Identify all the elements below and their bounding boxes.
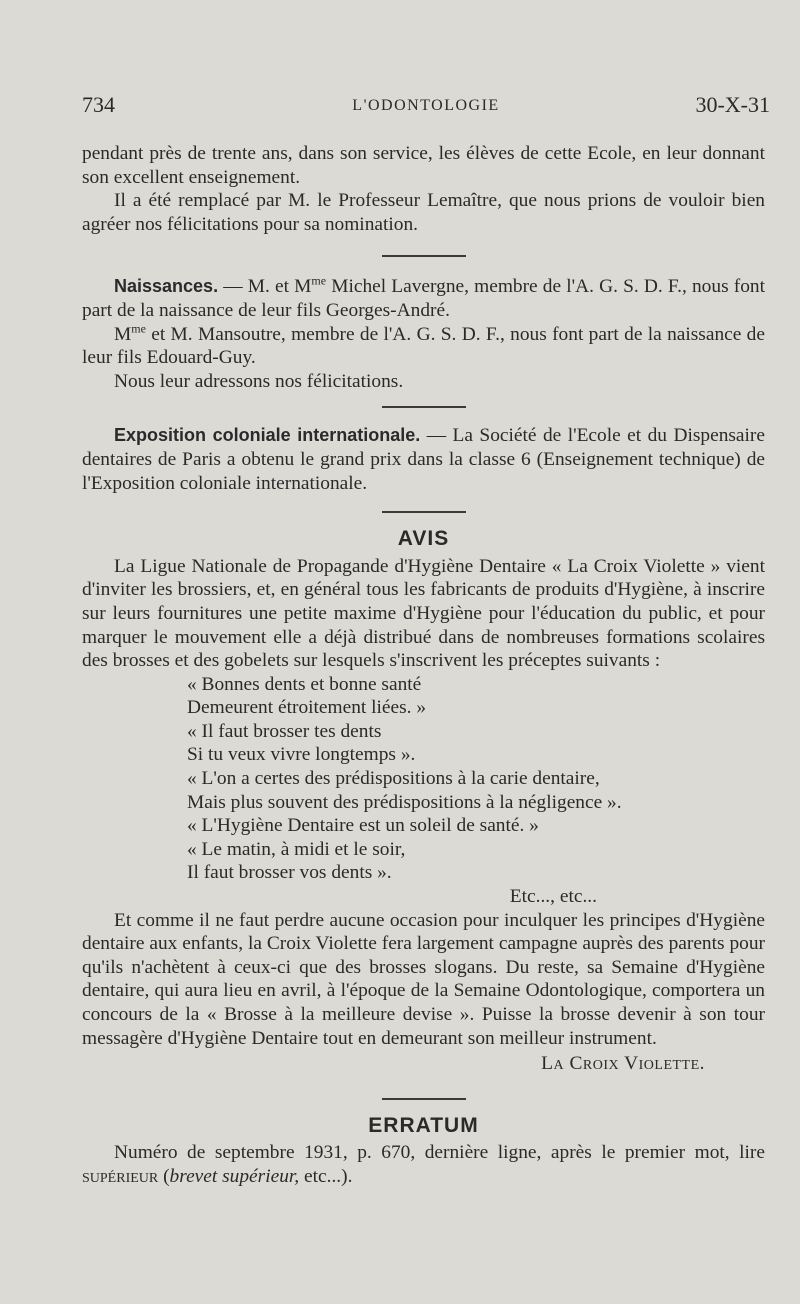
naissances-paragraph-1 bbox=[82, 275, 765, 322]
naissances-sup-a: me bbox=[311, 273, 327, 288]
naissances-text-a: — M. et M bbox=[218, 276, 312, 298]
section-divider bbox=[382, 255, 466, 257]
erratum-italic: brevet supérieur, bbox=[169, 1165, 300, 1187]
erratum-word: supérieur bbox=[82, 1165, 159, 1187]
maxim-line: Si tu veux vivre longtemps ». bbox=[187, 744, 416, 766]
exposition-paragraph bbox=[82, 424, 765, 495]
running-header bbox=[82, 92, 770, 122]
erratum-title: ERRATUM bbox=[368, 1113, 479, 1137]
avis-title: AVIS bbox=[397, 527, 450, 551]
section-divider bbox=[382, 1098, 466, 1100]
avis-paragraph-1: La Ligue Nationale de Propagande d'Hygiène Dentaire « La Croix Violette » vient d'inviter les brossiers, et, en général tous les fabricants de produits d'Hygiène, à inscrire sur leurs fournitures une petite maxime d'Hygiène pour l'éducation du public, et pour marquer le mouvement elle a déjà distribué dans de nombreuses formations scolaires des brosses et des gobelets sur lesquels s'inscrivent les préceptes suivants : bbox=[82, 555, 765, 672]
section-divider bbox=[382, 406, 466, 408]
maxims-list bbox=[82, 673, 765, 885]
avis-paragraph-2: Et comme il ne faut perdre aucune occasion pour inculquer les principes d'Hygiène dentaire aux enfants, la Croix Violette fera largement campagne auprès des parents pour qu'ils n'achètent à ceux-ci que des brosses slogans. Du reste, sa Semaine d'Hygiène dentaire, qui aura lieu en avril, à l'époque de la Semaine Odontologique, comportera un concours de la « Brosse à la meilleure devise ». Puisse la brosse devenir à son tour messagère d'Hygiène Dentaire tout en demeurant son meilleur instrument. bbox=[82, 909, 765, 1049]
avis-signature: La Croix Violette. bbox=[541, 1053, 705, 1075]
maxim-line: « L'Hygiène Dentaire est un soleil de santé. » bbox=[187, 815, 539, 837]
exposition-heading: Exposition coloniale internationale. bbox=[114, 425, 421, 446]
intro-paragraph-2: Il a été remplacé par M. le Professeur Lemaître, que nous prions de vouloir bien agréer nos félicitations pour sa nomination. bbox=[82, 190, 765, 235]
maxim-line: « Bonnes dents et bonne santé bbox=[187, 673, 422, 695]
erratum-text-c: etc...). bbox=[299, 1165, 353, 1187]
erratum-paragraph bbox=[82, 1141, 765, 1188]
maxim-line: Mais plus souvent des prédispositions à la négligence ». bbox=[187, 791, 622, 813]
maxim-line: « L'on a certes des prédispositions à la carie dentaire, bbox=[187, 768, 600, 790]
page-number: 734 bbox=[82, 92, 115, 117]
exposition-text: — La Société de l'Ecole et du Dispensaire dentaires de Paris a obtenu le grand prix dans la classe 6 (Enseignement technique) de l'Exposition coloniale internationale. bbox=[82, 425, 765, 494]
intro-paragraph-1: pendant près de trente ans, dans son service, les élèves de cette Ecole, en leur donnant son excellent enseignement. bbox=[82, 143, 765, 188]
naissances-heading: Naissances. bbox=[114, 276, 219, 297]
erratum-text-b: ( bbox=[158, 1165, 170, 1187]
naissances-sup-b: me bbox=[131, 321, 146, 336]
naissances-paragraph-2 bbox=[82, 323, 765, 370]
maxim-line: Demeurent étroitement liées. » bbox=[187, 697, 427, 719]
running-title: L'ODONTOLOGIE bbox=[352, 97, 500, 114]
erratum-text-a: Numéro de septembre 1931, p. 670, dernière ligne, après le premier mot, lire bbox=[114, 1142, 765, 1164]
etc-line: Etc..., etc... bbox=[509, 886, 597, 908]
maxim-line: Il faut brosser vos dents ». bbox=[187, 862, 392, 884]
page-body bbox=[82, 142, 765, 1189]
naissances-text-c: M bbox=[114, 323, 132, 345]
naissances-text-b: Michel Lavergne, membre de l'A. G. S. D. F., nous font part de la naissance de leur fils Georges-André. bbox=[82, 276, 765, 321]
maxim-line: « Il faut brosser tes dents bbox=[187, 720, 382, 742]
naissances-paragraph-3: Nous leur adressons nos félicitations. bbox=[114, 370, 404, 392]
maxim-line: « Le matin, à midi et le soir, bbox=[187, 838, 406, 860]
section-divider bbox=[382, 511, 466, 513]
issue-date: 30-X-31 bbox=[695, 92, 770, 117]
naissances-text-d: et M. Mansoutre, membre de l'A. G. S. D. F., nous font part de la naissance de leur fils Edouard-Guy. bbox=[82, 323, 765, 369]
